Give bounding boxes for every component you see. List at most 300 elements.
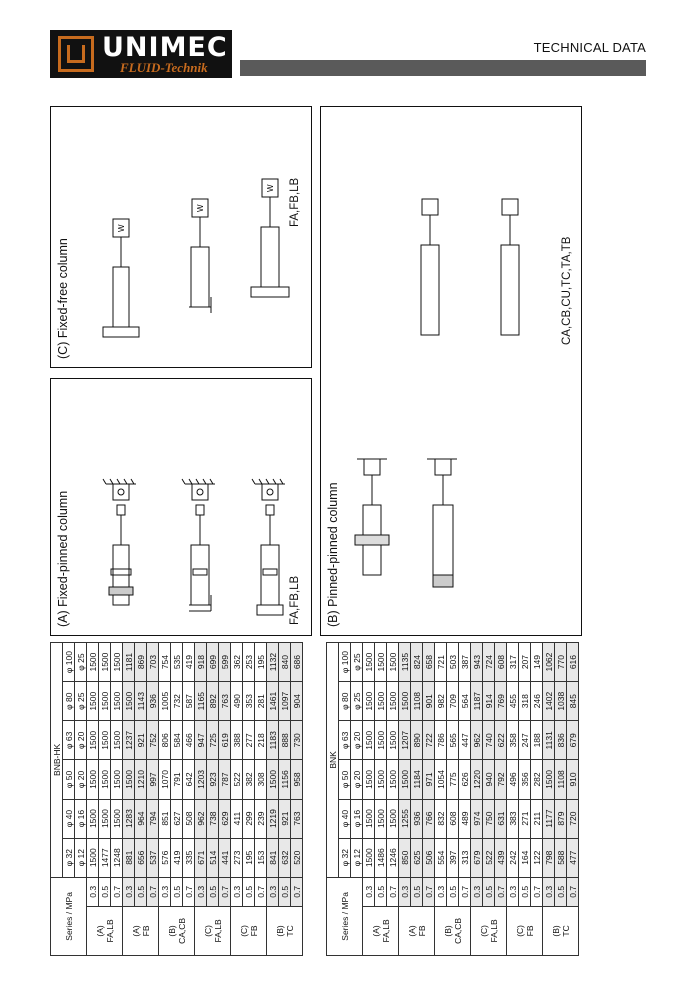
table-cell: 1461 — [267, 682, 279, 721]
col-header-d: φ 20 — [351, 760, 363, 799]
col-header-d: φ 12 — [351, 838, 363, 877]
row-model: (C) FB — [231, 906, 267, 955]
table-cell: 845 — [567, 682, 579, 721]
cell-mpa: 0.3 — [363, 877, 375, 906]
hdr-series: Series — [339, 916, 350, 941]
cell-mpa: 0.7 — [111, 877, 123, 906]
table-cell: 522 — [483, 838, 495, 877]
table-cell: 1500 — [99, 643, 111, 682]
table-cell: 508 — [183, 799, 195, 838]
cell-mpa: 0.5 — [483, 877, 495, 906]
table-cell: 273 — [231, 838, 243, 877]
table-cell: 411 — [231, 799, 243, 838]
panel-b-label: CA,CB,CU,TC,TA,TB — [561, 236, 573, 345]
table-cell: 1108 — [555, 760, 567, 799]
table-cell: 576 — [159, 838, 171, 877]
table-cell: 1500 — [87, 838, 99, 877]
cell-mpa: 0.7 — [219, 877, 231, 906]
col-header-d: φ 12 — [75, 838, 87, 877]
table-cell: 971 — [423, 760, 435, 799]
table-cell: 794 — [147, 799, 159, 838]
table-bnb-hk — [50, 642, 303, 956]
table-cell: 940 — [483, 760, 495, 799]
table-cell: 752 — [147, 721, 159, 760]
table-cell: 720 — [567, 799, 579, 838]
cell-mpa: 0.3 — [471, 877, 483, 906]
col-header-D: φ 40 — [63, 799, 75, 838]
cell-mpa: 0.3 — [195, 877, 207, 906]
table-cell: 1220 — [471, 760, 483, 799]
table-cell: 489 — [459, 799, 471, 838]
table-cell: 211 — [531, 799, 543, 838]
panel-a-label: FA,FB,LB — [289, 575, 301, 625]
row-model: (A) FA,LB — [87, 906, 123, 955]
table-cell: 514 — [207, 838, 219, 877]
table-cell: 1237 — [123, 721, 135, 760]
table-cell: 1500 — [111, 643, 123, 682]
table-cell: 281 — [255, 682, 267, 721]
table-cell: 1477 — [99, 838, 111, 877]
table-cell: 958 — [291, 760, 303, 799]
table-cell: 1500 — [375, 721, 387, 760]
table-cell: 1097 — [279, 682, 291, 721]
table-cell: 588 — [555, 838, 567, 877]
panel-a-title: (A) Fixed-pinned column — [56, 490, 70, 627]
cell-mpa: 0.3 — [507, 877, 519, 906]
table-cell: 1500 — [87, 682, 99, 721]
table-cell: 1500 — [375, 799, 387, 838]
table-cell: 1135 — [399, 643, 411, 682]
table-cell: 1131 — [543, 721, 555, 760]
table-cell: 738 — [207, 799, 219, 838]
table-cell: 806 — [159, 721, 171, 760]
table-cell: 503 — [447, 643, 459, 682]
table-cell: 335 — [183, 838, 195, 877]
table-cell: 1500 — [87, 643, 99, 682]
col-header-D: φ 32 — [339, 838, 351, 877]
table-cell: 962 — [195, 799, 207, 838]
panel-fixed-pinned — [50, 378, 312, 636]
table-cell: 419 — [171, 838, 183, 877]
table-cell: 770 — [555, 643, 567, 682]
hdr-mpa: MPa — [63, 892, 74, 910]
table-cell: 195 — [243, 838, 255, 877]
table-cell: 791 — [171, 760, 183, 799]
table-cell: 722 — [423, 721, 435, 760]
table-cell: 763 — [219, 682, 231, 721]
table-cell: 1183 — [267, 721, 279, 760]
cell-mpa: 0.3 — [87, 877, 99, 906]
cell-mpa: 0.7 — [255, 877, 267, 906]
table-cell: 353 — [243, 682, 255, 721]
table-cell: 584 — [171, 721, 183, 760]
table-cell: 218 — [255, 721, 267, 760]
table-cell: 382 — [243, 760, 255, 799]
table-cell: 1500 — [399, 682, 411, 721]
rotated-content — [50, 96, 590, 956]
table-cell: 153 — [255, 838, 267, 877]
table-cell: 1203 — [195, 760, 207, 799]
table-cell: 1500 — [375, 760, 387, 799]
table-cell: 1054 — [435, 760, 447, 799]
table-cell: 388 — [231, 721, 243, 760]
col-header-d: φ 20 — [75, 721, 87, 760]
table-cell: 1248 — [111, 838, 123, 877]
table-cell: 658 — [423, 643, 435, 682]
hdr-mpa: MPa — [339, 892, 350, 910]
table-cell: 626 — [459, 760, 471, 799]
table-cell: 1500 — [363, 682, 375, 721]
table-cell: 1500 — [99, 682, 111, 721]
table-cell: 622 — [495, 721, 507, 760]
table-cell: 730 — [291, 721, 303, 760]
table-cell: 1500 — [123, 682, 135, 721]
table-cell: 1219 — [267, 799, 279, 838]
table-cell: 282 — [531, 760, 543, 799]
table-cell: 149 — [531, 643, 543, 682]
col-header-D: φ 63 — [339, 721, 351, 760]
table-cell: 490 — [231, 682, 243, 721]
table-cell: 1500 — [363, 643, 375, 682]
table-cell: 1062 — [543, 643, 555, 682]
table-cell: 679 — [567, 721, 579, 760]
cell-mpa: 0.5 — [279, 877, 291, 906]
col-header-D: φ 50 — [339, 760, 351, 799]
table-cell: 466 — [183, 721, 195, 760]
table-cell: 786 — [435, 721, 447, 760]
table-cell: 1181 — [123, 643, 135, 682]
cell-mpa: 0.3 — [399, 877, 411, 906]
table-cell: 419 — [183, 643, 195, 682]
table-cell: 879 — [555, 799, 567, 838]
table-cell: 537 — [147, 838, 159, 877]
col-header-d: φ 25 — [75, 643, 87, 682]
table-title: BNB-HK — [51, 643, 63, 878]
cell-mpa: 0.5 — [447, 877, 459, 906]
table-cell: 299 — [243, 799, 255, 838]
table-cell: 901 — [423, 682, 435, 721]
table-cell: 1246 — [387, 838, 399, 877]
table-cell: 397 — [447, 838, 459, 877]
table-cell: 387 — [459, 643, 471, 682]
table-cell: 239 — [255, 799, 267, 838]
cell-mpa: 0.5 — [519, 877, 531, 906]
table-cell: 769 — [495, 682, 507, 721]
section-title: TECHNICAL DATA — [533, 40, 646, 55]
table-corner: Series / MPa — [327, 877, 363, 955]
table-cell: 1500 — [543, 760, 555, 799]
table-cell: 271 — [519, 799, 531, 838]
table-cell: 318 — [519, 682, 531, 721]
table-cell: 850 — [399, 838, 411, 877]
table-cell: 1500 — [123, 760, 135, 799]
table-cell: 242 — [507, 838, 519, 877]
row-model: (B) CA,CB — [435, 906, 471, 955]
table-cell: 792 — [495, 760, 507, 799]
col-header-D: φ 100 — [63, 643, 75, 682]
table-cell: 627 — [171, 799, 183, 838]
fixed-free-drawings — [51, 105, 313, 367]
table-cell: 616 — [567, 643, 579, 682]
table-cell: 851 — [159, 799, 171, 838]
table-cell: 1500 — [399, 760, 411, 799]
table-cell: 910 — [567, 760, 579, 799]
row-model: (A) FA,LB — [363, 906, 399, 955]
table-cell: 921 — [279, 799, 291, 838]
table-cell: 441 — [219, 838, 231, 877]
table-cell: 1500 — [375, 643, 387, 682]
logo-mark-icon — [58, 36, 94, 72]
load-w-2: W — [196, 204, 205, 212]
table-cell: 1132 — [267, 643, 279, 682]
table-cell: 671 — [195, 838, 207, 877]
cell-mpa: 0.3 — [435, 877, 447, 906]
table-cell: 629 — [219, 799, 231, 838]
table-cell: 608 — [447, 799, 459, 838]
cell-mpa: 0.7 — [423, 877, 435, 906]
table-cell: 766 — [423, 799, 435, 838]
cell-mpa: 0.7 — [531, 877, 543, 906]
table-cell: 841 — [267, 838, 279, 877]
col-header-d: φ 20 — [75, 760, 87, 799]
unimec-logo — [50, 30, 232, 78]
table-cell: 608 — [495, 643, 507, 682]
row-model: (B) TC — [543, 906, 579, 955]
table-cell: 1070 — [159, 760, 171, 799]
table-cell: 1500 — [267, 760, 279, 799]
table-cell: 1255 — [399, 799, 411, 838]
panel-c-title: (C) Fixed-free column — [56, 238, 70, 359]
table-cell: 656 — [135, 838, 147, 877]
col-header-d: φ 16 — [351, 799, 363, 838]
table-cell: 1500 — [87, 799, 99, 838]
table-cell: 477 — [567, 838, 579, 877]
table-cell: 535 — [171, 643, 183, 682]
table-cell: 1143 — [135, 682, 147, 721]
table-cell: 724 — [483, 643, 495, 682]
table-cell: 1500 — [111, 721, 123, 760]
table-cell: 982 — [435, 682, 447, 721]
table-cell: 1500 — [111, 799, 123, 838]
table-cell: 439 — [495, 838, 507, 877]
table-cell: 750 — [483, 799, 495, 838]
col-header-D: φ 100 — [339, 643, 351, 682]
col-header-D: φ 80 — [63, 682, 75, 721]
table-cell: 679 — [471, 838, 483, 877]
cell-mpa: 0.7 — [387, 877, 399, 906]
row-model: (A) FB — [399, 906, 435, 955]
cell-mpa: 0.7 — [291, 877, 303, 906]
table-cell: 836 — [555, 721, 567, 760]
table-cell: 455 — [507, 682, 519, 721]
table-cell: 619 — [219, 721, 231, 760]
table-cell: 1165 — [195, 682, 207, 721]
table-cell: 775 — [447, 760, 459, 799]
cell-mpa: 0.3 — [543, 877, 555, 906]
table-corner: Series / MPa — [51, 877, 87, 955]
table-cell: 253 — [243, 643, 255, 682]
table-cell: 725 — [207, 721, 219, 760]
table-cell: 1500 — [99, 760, 111, 799]
table-cell: 686 — [291, 643, 303, 682]
table-cell: 921 — [135, 721, 147, 760]
table-cell: 1500 — [99, 721, 111, 760]
col-header-d: φ 25 — [351, 643, 363, 682]
table-cell: 246 — [531, 682, 543, 721]
table-cell: 447 — [459, 721, 471, 760]
cell-mpa: 0.3 — [267, 877, 279, 906]
cell-mpa: 0.5 — [171, 877, 183, 906]
table-cell: 888 — [279, 721, 291, 760]
table-cell: 947 — [195, 721, 207, 760]
cell-mpa: 0.3 — [159, 877, 171, 906]
row-model: (B) CA,CB — [159, 906, 195, 955]
col-header-d: φ 25 — [351, 682, 363, 721]
table-cell: 869 — [135, 643, 147, 682]
fixed-pinned-drawings — [51, 377, 313, 635]
cell-mpa: 0.5 — [135, 877, 147, 906]
table-cell: 1156 — [279, 760, 291, 799]
panel-b-title: (B) Pinned-pinned column — [326, 482, 340, 627]
table-cell: 195 — [255, 643, 267, 682]
table-cell: 1500 — [375, 682, 387, 721]
table-cell: 974 — [471, 799, 483, 838]
table-cell: 1108 — [411, 682, 423, 721]
hdr-series: Series — [63, 916, 74, 941]
table-cell: 1005 — [159, 682, 171, 721]
table-cell: 798 — [543, 838, 555, 877]
col-header-D: φ 40 — [339, 799, 351, 838]
table-cell: 632 — [279, 838, 291, 877]
table-cell: 881 — [123, 838, 135, 877]
table-cell: 890 — [411, 721, 423, 760]
table-cell: 520 — [291, 838, 303, 877]
table-cell: 997 — [147, 760, 159, 799]
col-header-D: φ 80 — [339, 682, 351, 721]
cell-mpa: 0.7 — [567, 877, 579, 906]
table-cell: 943 — [471, 643, 483, 682]
table-cell: 1283 — [123, 799, 135, 838]
table-cell: 1500 — [387, 682, 399, 721]
table-cell: 703 — [147, 643, 159, 682]
table-bnk — [326, 642, 579, 956]
load-w-1: W — [117, 224, 126, 232]
logo-subtitle: FLUID-Technik — [120, 60, 208, 75]
table-cell: 642 — [183, 760, 195, 799]
table-cell: 247 — [519, 721, 531, 760]
table-cell: 1402 — [543, 682, 555, 721]
cell-mpa: 0.5 — [375, 877, 387, 906]
row-model: (B) TC — [267, 906, 303, 955]
table-cell: 1500 — [363, 799, 375, 838]
table-cell: 1500 — [99, 799, 111, 838]
cell-mpa: 0.7 — [459, 877, 471, 906]
panel-fixed-free — [50, 106, 312, 368]
table-cell: 522 — [231, 760, 243, 799]
table-cell: 317 — [507, 643, 519, 682]
cell-mpa: 0.5 — [411, 877, 423, 906]
table-cell: 918 — [195, 643, 207, 682]
row-model: (C) FB — [507, 906, 543, 955]
table-cell: 625 — [411, 838, 423, 877]
table-cell: 763 — [291, 799, 303, 838]
table-cell: 207 — [519, 643, 531, 682]
table-cell: 1184 — [411, 760, 423, 799]
table-cell: 904 — [291, 682, 303, 721]
col-header-D: φ 32 — [63, 838, 75, 877]
col-header-D: φ 63 — [63, 721, 75, 760]
table-cell: 122 — [531, 838, 543, 877]
cell-mpa: 0.7 — [495, 877, 507, 906]
table-cell: 709 — [447, 682, 459, 721]
cell-mpa: 0.5 — [99, 877, 111, 906]
cell-mpa: 0.5 — [243, 877, 255, 906]
table-cell: 599 — [219, 643, 231, 682]
table-cell: 1500 — [387, 799, 399, 838]
table-cell: 383 — [507, 799, 519, 838]
table-cell: 587 — [183, 682, 195, 721]
cell-mpa: 0.3 — [231, 877, 243, 906]
table-cell: 740 — [483, 721, 495, 760]
table-cell: 358 — [507, 721, 519, 760]
col-header-d: φ 20 — [351, 721, 363, 760]
table-cell: 1500 — [87, 721, 99, 760]
cell-mpa: 0.3 — [123, 877, 135, 906]
table-cell: 308 — [255, 760, 267, 799]
table-cell: 506 — [423, 838, 435, 877]
table-cell: 914 — [483, 682, 495, 721]
table-cell: 962 — [471, 721, 483, 760]
table-cell: 754 — [159, 643, 171, 682]
table-cell: 824 — [411, 643, 423, 682]
table-cell: 787 — [219, 760, 231, 799]
table-cell: 362 — [231, 643, 243, 682]
table-cell: 1500 — [387, 643, 399, 682]
table-cell: 1500 — [87, 760, 99, 799]
table-cell: 699 — [207, 643, 219, 682]
cell-mpa: 0.7 — [147, 877, 159, 906]
table-cell: 732 — [171, 682, 183, 721]
table-cell: 1500 — [363, 721, 375, 760]
col-header-D: φ 50 — [63, 760, 75, 799]
logo-brand: UNIMEC — [102, 32, 228, 63]
panel-c-label: FA,FB,LB — [289, 177, 301, 227]
table-cell: 356 — [519, 760, 531, 799]
table-cell: 832 — [435, 799, 447, 838]
table-cell: 1177 — [543, 799, 555, 838]
table-title: BNK — [327, 643, 339, 878]
table-cell: 164 — [519, 838, 531, 877]
table-cell: 1500 — [363, 760, 375, 799]
table-cell: 1500 — [111, 760, 123, 799]
cell-mpa: 0.7 — [183, 877, 195, 906]
table-cell: 1500 — [387, 760, 399, 799]
table-cell: 721 — [435, 643, 447, 682]
table-cell: 554 — [435, 838, 447, 877]
table-cell: 936 — [147, 682, 159, 721]
table-cell: 188 — [531, 721, 543, 760]
row-model: (A) FB — [123, 906, 159, 955]
table-cell: 631 — [495, 799, 507, 838]
table-cell: 1500 — [387, 721, 399, 760]
table-cell: 1038 — [555, 682, 567, 721]
table-cell: 1500 — [111, 682, 123, 721]
table-cell: 1500 — [363, 838, 375, 877]
cell-mpa: 0.5 — [207, 877, 219, 906]
table-cell: 565 — [447, 721, 459, 760]
load-w-3: W — [266, 184, 275, 192]
table-cell: 892 — [207, 682, 219, 721]
